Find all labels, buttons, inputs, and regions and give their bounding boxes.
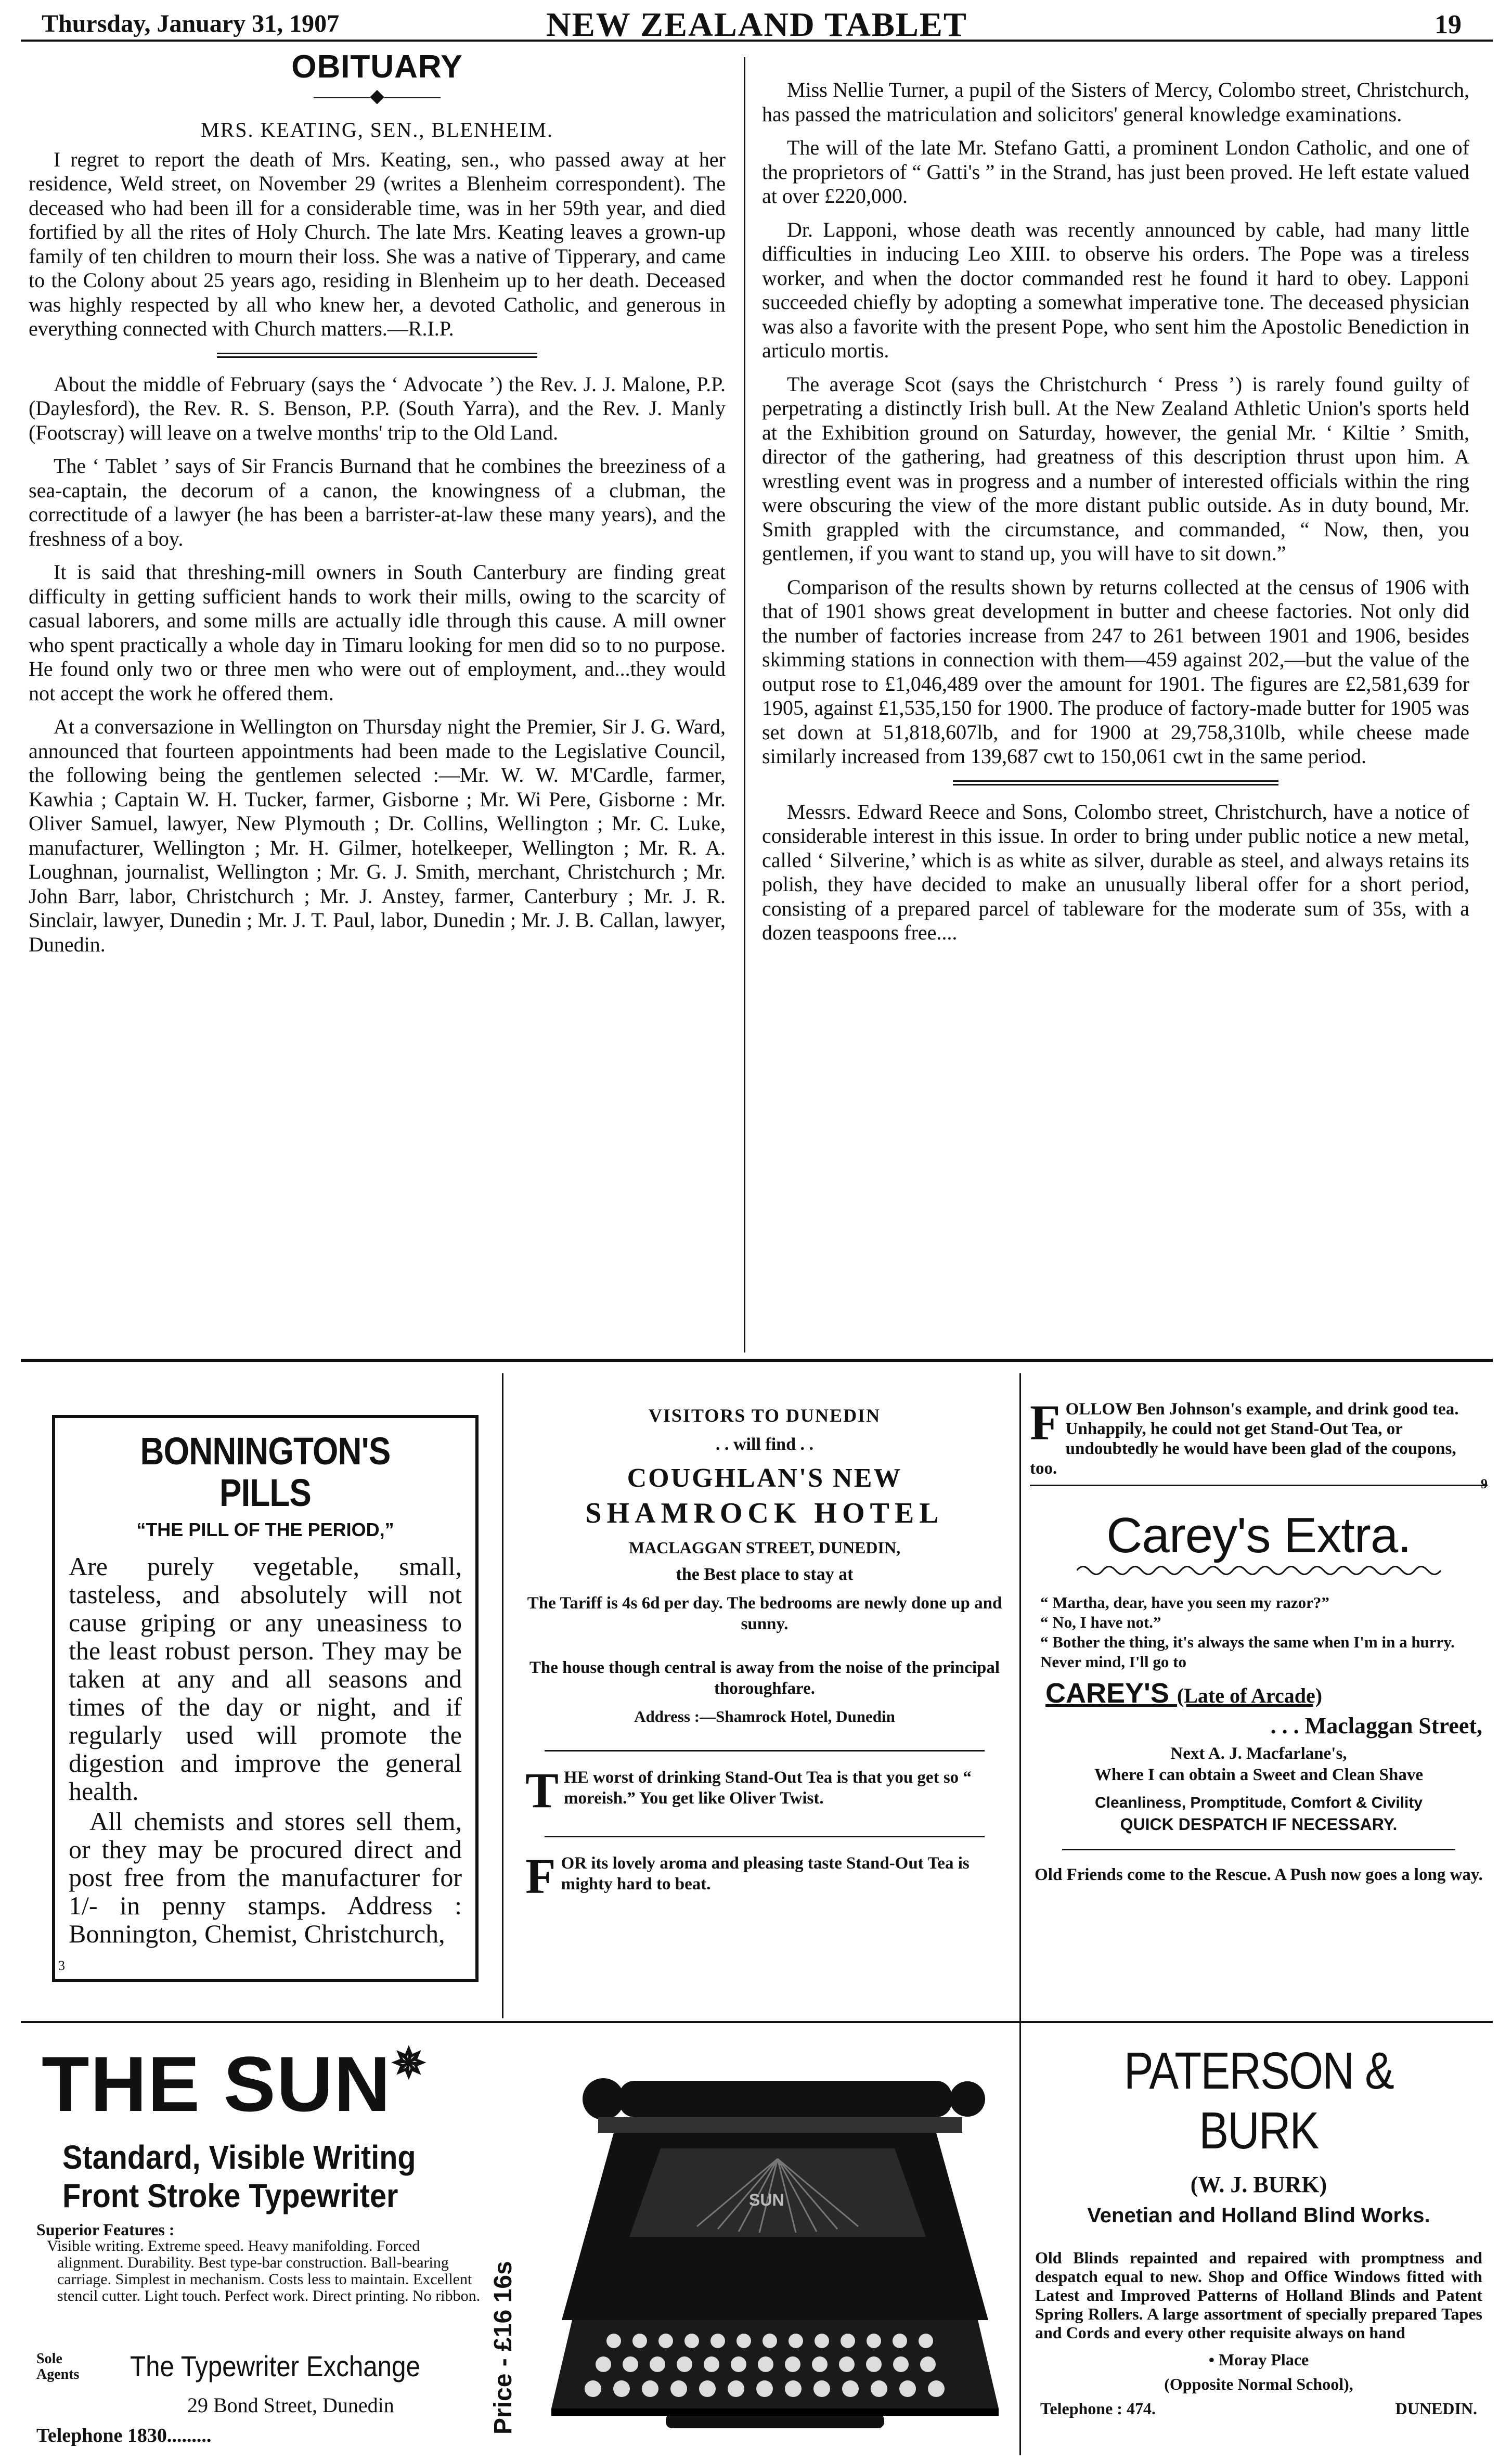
ad-divider <box>1062 1849 1456 1850</box>
ad-text: All chemists and stores sell them, or they may be procured direct and post free from the manufacturer for 1/- in penny stamps. Address : Bonnington, Chemist, Christchurch, <box>69 1807 462 1948</box>
wave-line-icon <box>1077 1563 1441 1578</box>
drop-cap: F <box>1030 1395 1061 1450</box>
ad-line: COUGHLAN'S NEW <box>627 1463 902 1493</box>
ad-row-rule <box>21 2021 1493 2023</box>
ad-divider <box>545 1836 985 1837</box>
ad-line: . . will find . . <box>716 1435 813 1454</box>
news-item: Comparison of the results shown by returns collected at the census of 1906 with that of 1901 shows great development in butter and cheese factories. Not only did the number of factories increase from 247 to 261 between 1901 and 1906, besides skimming stations in connection with them—459 against 202,—but the value of the output rose to £1,046,489 over the amount for 1901. The figures are £2,581,639 for 1905, against £1,535,150 for 1900. The produce of factory-made butter for 1905 was set down at 51,818,607lb, and for 1900 at 29,758,310lb, while cheese made similarly increased from 139,687 cwt to 150,061 cwt in the same period. <box>762 575 1469 768</box>
agent-telephone: Telephone 1830......... <box>36 2425 212 2446</box>
features-text: Visible writing. Extreme speed. Heavy manifolding. Forced alignment. Durability. Best type-bar construction. Ball-bearing carriage. Simplest in mechanism. Costs less to maintain. Excellent stencil cutter. Light touch. Perfect work. Direct printing. No ribbon. <box>47 2237 481 2304</box>
advertisement-rule <box>21 1359 1493 1362</box>
ad-line: Old Friends come to the Rescue. A Push now goes a long way. <box>1035 1865 1483 1884</box>
obituary-heading: OBITUARY <box>291 49 463 85</box>
sun-headline <box>62 2138 416 2215</box>
obituary-subheading: MRS. KEATING, SEN., BLENHEIM. <box>201 118 553 141</box>
newspaper-title: NEW ZEALAND TABLET <box>546 6 967 44</box>
news-item: It is said that threshing-mill owners in South Canterbury are finding great difficulty in getting sufficient hands to work their mills, owing to the scarcity of casual laborers, and some mills are actually idle through this cause. A mill owner who spent practically a whole day in Timaru looking for men did so to no purpose. He found only two or three men who were out of employment, and...they would not accept the work he offered them. <box>29 560 726 705</box>
ad-line: Venetian and Holland Blind Works. <box>1087 2204 1430 2227</box>
shamrock-hotel-ad <box>520 1399 1009 2003</box>
news-item: The ‘ Tablet ’ says of Sir Francis Burnand that he combines the breeziness of a sea-captain, the decorum of a canon, the knowingness of a clubman, the correctitude of a lawyer (he has been a barrister-at-law these many years), and the freshness of a boy. <box>29 454 726 550</box>
street-line: . . . Maclaggan Street, <box>1270 1713 1482 1738</box>
ad-line: Cleanliness, Promptitude, Comfort & Civility <box>1094 1794 1423 1811</box>
sole-agents-label: Sole Agents <box>36 2351 80 2382</box>
sun-typewriter-ad <box>31 2029 1019 2455</box>
wave-ornament <box>1030 1559 1488 1583</box>
drop-cap: T <box>525 1762 559 1818</box>
news-item: The average Scot (says the Christchurch ‘ Press ’) is rarely found guilty of perpetrating a distinctly Irish bull. At the New Zealand Athletic Union's sports held at the Exhibition ground on Saturday, however, the genial Mr. ‘ Kiltie ’ Smith, director of the gathering, had greatness of this description thrust upon him. A wrestling event was in progress and a number of interested officials within the ring were obscuring the view of the more distant public outside. As in duty bound, Mr. Smith grappled with the circumstance, and commanded, “ Now, then, you gentlemen, if you want to stand up, you will have to sit down.” <box>762 372 1469 565</box>
ad-rule <box>502 1373 503 2018</box>
brand-name: CAREY'S <box>1045 1678 1169 1709</box>
tea-ad <box>520 1762 1009 1818</box>
ad-line: Next A. J. Macfarlane's, <box>1170 1744 1347 1763</box>
headline-line: Standard, Visible Writing <box>62 2139 416 2176</box>
page-number: 19 <box>1435 10 1462 40</box>
careys-logo: Carey's Extra. <box>1106 1508 1411 1563</box>
tea-ad <box>1030 1395 1488 1478</box>
ad-line: the Best place to stay at <box>676 1565 854 1584</box>
header-date: Thursday, January 31, 1907 <box>42 10 340 37</box>
price-text: Price - £16 16s <box>489 2261 517 2435</box>
news-item: Messrs. Edward Reece and Sons, Colombo street, Christchurch, have a notice of considerable interest in this issue. In order to bring under public notice a new metal, called ‘ Silverine,’ which is as white as silver, durable as steel, and always retains its polish, they have decided to make an unusually liberal offer for a short period, consisting of a prepared parcel of tableware for the moderate sum of 35s, with a dozen teaspoons free.... <box>762 800 1469 944</box>
ad-divider <box>545 1750 985 1751</box>
city-label: DUNEDIN. <box>1395 2399 1477 2418</box>
features-title: Superior Features : <box>36 2220 175 2239</box>
machine-label: SUN <box>749 2191 784 2209</box>
ad-line: QUICK DESPATCH IF NECESSARY. <box>1120 1815 1398 1834</box>
sun-logo <box>42 2039 427 2129</box>
agent-address: 29 Bond Street, Dunedin <box>187 2393 394 2417</box>
ad-line: The Tariff is 4s 6d per day. The bedrooms are newly done up and sunny. <box>527 1594 1002 1633</box>
news-item: About the middle of February (says the ‘ Advocate ’) the Rev. J. J. Malone, P.P. (Daylesford), the Rev. R. S. Benson, P.P. (South Yarra), and the Rev. J. Manly (Footscray) will leave on a twelve months' trip to the Old Land. <box>29 372 726 444</box>
ad-text: Old Blinds repainted and repaired with promptness and despatch equal to new. Shop and Office Windows fitted with Latest and Improved Patterns of Holland Blinds and Patent Spring Rollers. A large assortment of specially prepared Tapes and Cords and every other requisite always on hand <box>1035 2248 1482 2342</box>
ad-line: (Opposite Normal School), <box>1164 2375 1353 2393</box>
ad-line: (W. J. BURK) <box>1190 2172 1327 2197</box>
dialogue-line: “ Martha, dear, have you seen my razor?” <box>1040 1593 1329 1612</box>
price-label <box>489 2247 520 2435</box>
ad-line: The house though central is away from the noise of the principal thoroughfare. <box>529 1658 1000 1698</box>
news-item: The will of the late Mr. Stefano Gatti, a prominent London Catholic, and one of the proprietors of “ Gatti's ” in the Strand, has just been proved. He left estate valued at over £220,000. <box>762 136 1469 208</box>
column-rule <box>744 57 745 1353</box>
features-list <box>36 2221 484 2304</box>
careys-extra-ad <box>1030 1395 1488 2003</box>
dialogue-line: “ No, I have not.” <box>1040 1613 1161 1631</box>
ad-line: MACLAGGAN STREET, DUNEDIN, <box>628 1538 901 1557</box>
right-column <box>762 78 1469 1353</box>
telephone-line <box>1030 2399 1488 2418</box>
ad-subtitle: “THE PILL OF THE PERIOD,” <box>136 1519 394 1540</box>
sun-burst-icon: ✵ <box>391 2040 428 2087</box>
drop-cap: F <box>525 1848 556 1904</box>
section-separator <box>217 353 537 358</box>
ad-line: Address :—Shamrock Hotel, Dunedin <box>634 1707 895 1725</box>
brand-note: (Late of Arcade) <box>1177 1684 1323 1707</box>
tea-ad <box>520 1848 1009 1904</box>
section-separator <box>953 780 1278 785</box>
ad-rule <box>1019 1373 1021 2455</box>
news-item: Dr. Lapponi, whose death was recently announced by cable, had many little difficulties in inducing Leo XIII. to observe his orders. The Pope was a tireless worker, and when the doctor commanded rest he found it hard to obey. Lapponi succeeded chiefly by adopting a somewhat imperative tone. The deceased physician was also a favorite with the present Pope, who sent him the Apostolic Benediction in articulo mortis. <box>762 217 1469 362</box>
ad-text: Are purely vegetable, small, tasteless, and absolutely will not cause griping or any uneasiness to the least robust person. They may be taken at any and all seasons and times of the day or night, and if regularly used will promote the digestion and improve the general health. <box>69 1552 462 1806</box>
news-item: Miss Nellie Turner, a pupil of the Sisters of Mercy, Colombo street, Christchurch, has passed the matriculation and solicitors' general knowledge examinations. <box>762 78 1469 126</box>
ad-text: OLLOW Ben Johnson's example, and drink good tea. Unhappily, he could not get Stand-Out Tea, or undoubtedly he would have been glad of the coupons, too. <box>1030 1400 1459 1478</box>
ad-divider <box>1030 1485 1488 1486</box>
ad-code: 3 <box>58 1958 65 1973</box>
bonnington-pills-ad <box>52 1415 479 1982</box>
careys-brand <box>1030 1677 1488 1709</box>
hotel-name: SHAMROCK HOTEL <box>585 1497 944 1529</box>
ad-line: Where I can obtain a Sweet and Clean Shave <box>1094 1766 1423 1784</box>
ad-text: HE worst of drinking Stand-Out Tea is that you get so “ moreish.” You get like Oliver Twist. <box>564 1768 972 1808</box>
ad-title: BONNINGTON'S PILLS <box>140 1429 391 1514</box>
ornament-divider: ———◆——— <box>314 85 441 106</box>
agent-name: The Typewriter Exchange <box>130 2350 420 2382</box>
headline-line: Front Stroke Typewriter <box>62 2177 398 2214</box>
paterson-burk-ad <box>1030 2034 1488 2455</box>
ad-code: 9 <box>1481 1476 1488 1491</box>
news-item: At a conversazione in Wellington on Thursday night the Premier, Sir J. G. Ward, announced that fourteen appointments had been made to the Legislative Council, the following being the gentlemen selected :—Mr. W. W. M'Cardle, farmer, Kawhia ; Captain W. H. Tucker, farmer, Gisborne ; Mr. Wi Pere, Gisborne : Mr. Oliver Samuel, lawyer, New Plymouth ; Dr. Collins, Wellington ; Mr. C. Luke, manufacturer, Wellington ; Mr. H. Gilmer, hotelkeeper, Wellington ; Mr. R. A. Loughnan, journalist, Wellington ; Mr. G. J. Smith, merchant, Christchurch ; Mr. John Barr, labor, Christchurch ; Mr. J. Anstey, farmer, Canterbury ; Mr. J. R. Sinclair, lawyer, Dunedin ; Mr. J. T. Paul, labor, Dunedin ; Mr. J. B. Callan, lawyer, Dunedin. <box>29 715 726 956</box>
typewriter-illustration <box>541 2050 1009 2445</box>
telephone-number: Telephone : 474. <box>1040 2399 1156 2418</box>
ad-line: VISITORS TO DUNEDIN <box>648 1405 881 1426</box>
dialogue-line: “ Bother the thing, it's always the same when I'm in a hurry. Never mind, I'll go to <box>1040 1633 1455 1671</box>
left-column <box>29 49 726 1353</box>
ad-text: OR its lovely aroma and pleasing taste Stand-Out Tea is mighty hard to beat. <box>561 1854 970 1894</box>
sun-logo-text: THE SUN <box>42 2040 392 2128</box>
paterson-burk-logo: PATERSON & BURK <box>1123 2042 1394 2160</box>
obituary-body: I regret to report the death of Mrs. Keating, sen., who passed away at her residence, Weld street, on November 29 (writes a Blenheim correspondent). The deceased who had been ill for a considerable time, was in her 59th year, and died fortified by all the rites of Holy Church. The late Mrs. Keating leaves a grown-up family of ten children to mourn their loss. She was a native of Tipperary, and came to the Colony about 25 years ago, residing in Blenheim up to her death. Deceased was highly respected by all who knew her, a devoted Catholic, and generous in everything connected with Church matters.—R.I.P. <box>29 147 726 340</box>
ad-line: • Moray Place <box>1208 2350 1309 2369</box>
page-header <box>21 5 1493 42</box>
